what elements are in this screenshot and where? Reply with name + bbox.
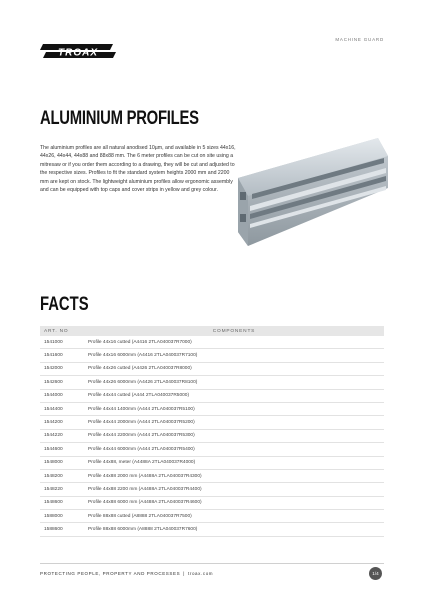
footer-divider bbox=[40, 563, 384, 564]
art-no: 1588000 bbox=[40, 510, 84, 523]
component: Profile 44x88 2000 mm (A4488A 2TLA040037R4300) bbox=[84, 469, 384, 482]
facts-table bbox=[40, 326, 384, 537]
component: Profile 44x44 6000mm (A444 2TLA040037R5400) bbox=[84, 443, 384, 456]
table-row bbox=[40, 389, 384, 402]
table-row bbox=[40, 483, 384, 496]
art-no: 1541600 bbox=[40, 349, 84, 362]
table-row bbox=[40, 376, 384, 389]
col-header-art-no: ART. NO bbox=[40, 326, 84, 336]
table-row bbox=[40, 496, 384, 509]
component: Profile 88x88 6000mm (A8888 2TLA040037R7600) bbox=[84, 523, 384, 536]
component: Profile 44x26 cutted (A4426 2TLA040037R8000) bbox=[84, 362, 384, 375]
section-tag: MACHINE GUARD bbox=[335, 37, 384, 42]
art-no: 1541000 bbox=[40, 336, 84, 349]
art-no: 1548200 bbox=[40, 469, 84, 482]
facts-title: FACTS bbox=[40, 294, 89, 315]
art-no: 1544600 bbox=[40, 443, 84, 456]
art-no: 1544000 bbox=[40, 389, 84, 402]
table-row bbox=[40, 456, 384, 469]
component: Profile 44x88, meter (A4488A 2TLA040037R4000) bbox=[84, 456, 384, 469]
table-row bbox=[40, 443, 384, 456]
art-no: 1544220 bbox=[40, 429, 84, 442]
table-row bbox=[40, 416, 384, 429]
table-row bbox=[40, 402, 384, 415]
table-row bbox=[40, 336, 384, 349]
facts-header-row bbox=[40, 326, 384, 336]
component: Profile 44x44 2200mm (A444 2TLA040037R5300) bbox=[84, 429, 384, 442]
table-row bbox=[40, 523, 384, 536]
table-row bbox=[40, 469, 384, 482]
component: Profile 88x88 cutted (A8888 2TLA040037R7500) bbox=[84, 510, 384, 523]
footer-separator: | bbox=[183, 571, 185, 576]
art-no: 1542000 bbox=[40, 362, 84, 375]
logo-text: TROAX bbox=[58, 47, 98, 59]
page-title: ALUMINIUM PROFILES bbox=[40, 108, 199, 129]
table-row bbox=[40, 429, 384, 442]
art-no: 1544400 bbox=[40, 402, 84, 415]
intro-paragraph: The aluminium profiles are all natural anodised 10µm, and available in 5 sizes 44x16, 44x26, 44x44, 44x88 and 88x88 mm. The 6 meter profiles can be cut on site using a mitresaw or if you order them according to a drawing, they will be cut and adjusted to the respective sizes. Profiles to fit the standard system heights 2000 mm and 2200 mm are kept on stock. The lightweight aluminium profiles allow ergonomic assembly and can be equipped with top caps and cover strips in yellow and grey colour. bbox=[40, 145, 236, 194]
component: Profile 44x16 cutted (A4416 2TLA040037R7000) bbox=[84, 336, 384, 349]
component: Profile 44x44 cutted (A444 2TLA040037R5000) bbox=[84, 389, 384, 402]
footer bbox=[40, 571, 213, 576]
component: Profile 44x88 6000 mm (A4488A 2TLA040037R4600) bbox=[84, 496, 384, 509]
art-no: 1588600 bbox=[40, 523, 84, 536]
art-no: 1548220 bbox=[40, 483, 84, 496]
component: Profile 44x44 2000mm (A444 2TLA040037R5200) bbox=[84, 416, 384, 429]
aluminium-profile-image bbox=[238, 132, 388, 250]
art-no: 1544200 bbox=[40, 416, 84, 429]
table-row bbox=[40, 349, 384, 362]
footer-site-link[interactable]: troax.com bbox=[188, 571, 214, 576]
art-no: 1548600 bbox=[40, 496, 84, 509]
component: Profile 44x26 6000mm (A4426 2TLA040037R8100) bbox=[84, 376, 384, 389]
art-no: 1548000 bbox=[40, 456, 84, 469]
troax-logo bbox=[40, 40, 116, 62]
component: Profile 44x44 1400mm (A444 2TLA040037R5100) bbox=[84, 402, 384, 415]
component: Profile 44x88 2200 mm (A4488A 2TLA040037R4400) bbox=[84, 483, 384, 496]
page-number-badge: 1/4 bbox=[369, 567, 382, 580]
table-row bbox=[40, 362, 384, 375]
col-header-components: COMPONENTS bbox=[84, 326, 384, 336]
table-row bbox=[40, 510, 384, 523]
footer-tagline: PROTECTING PEOPLE, PROPERTY AND PROCESSES bbox=[40, 571, 181, 576]
art-no: 1542600 bbox=[40, 376, 84, 389]
component: Profile 44x16 6000mm (A4416 2TLA040037R7100) bbox=[84, 349, 384, 362]
